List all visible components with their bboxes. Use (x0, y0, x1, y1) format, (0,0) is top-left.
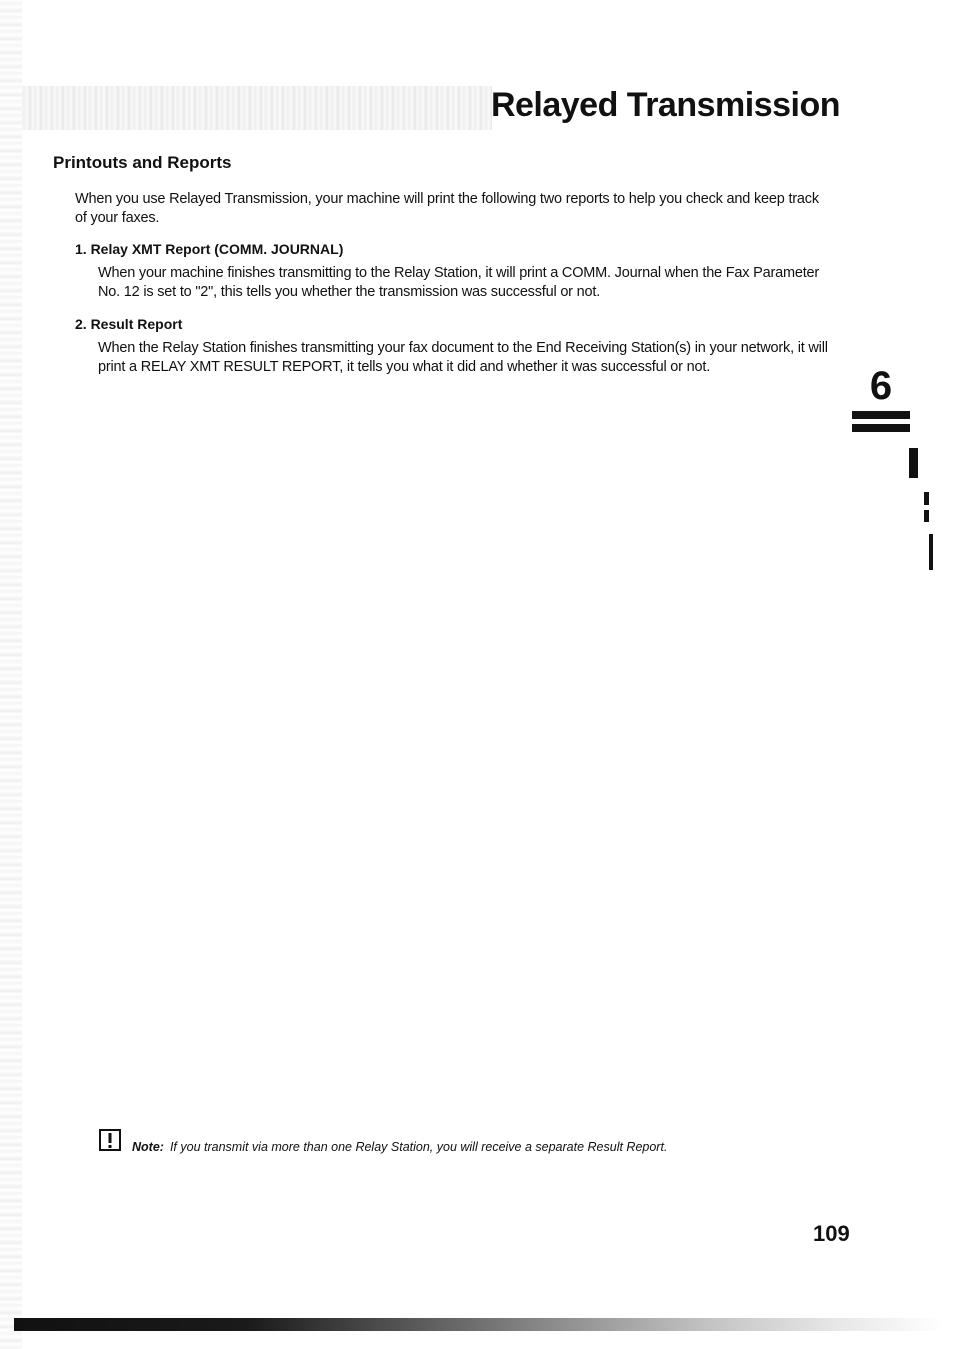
scan-edge-texture (0, 0, 22, 1349)
item-text-result-report: When the Relay Station finishes transmitting your fax document to the End Receiving Station(s) in your network, it will print a RELAY XMT RESULT REPORT, it tells you what it did and whether it was successful or not. (98, 340, 828, 375)
chapter-tab-bar-bottom (852, 424, 910, 432)
chapter-tab (852, 366, 910, 432)
intro-paragraph: When you use Relayed Transmission, your machine will print the following two reports to help you check and keep track of your faxes. (75, 191, 819, 226)
item-text-relay-xmt-report: When your machine finishes transmitting to the Relay Station, it will print a COMM. Journal when the Fax Parameter No. 12 is set to "2", this tells you whether the transmission was successful or not. (98, 265, 820, 300)
title-halftone-band (22, 86, 492, 130)
edge-thumb-marks (905, 448, 935, 578)
item-heading-relay-xmt-report: 1. Relay XMT Report (COMM. JOURNAL) (75, 241, 344, 257)
bottom-rule (14, 1318, 944, 1331)
edge-mark (929, 534, 933, 570)
chapter-number: 6 (869, 364, 893, 408)
chapter-tab-bar-top (852, 411, 910, 419)
note-label: Note: (132, 1140, 164, 1154)
page-title: Relayed Transmission (490, 86, 840, 124)
edge-mark (909, 448, 918, 478)
exclamation-box-icon (99, 1129, 121, 1151)
note-text: If you transmit via more than one Relay Station, you will receive a separate Result Report. (169, 1140, 668, 1154)
edge-mark (924, 510, 929, 522)
page-number: 109 (813, 1221, 850, 1246)
item-heading-result-report: 2. Result Report (75, 316, 183, 332)
note (132, 1140, 667, 1154)
edge-mark (924, 492, 929, 505)
section-heading: Printouts and Reports (53, 153, 232, 172)
